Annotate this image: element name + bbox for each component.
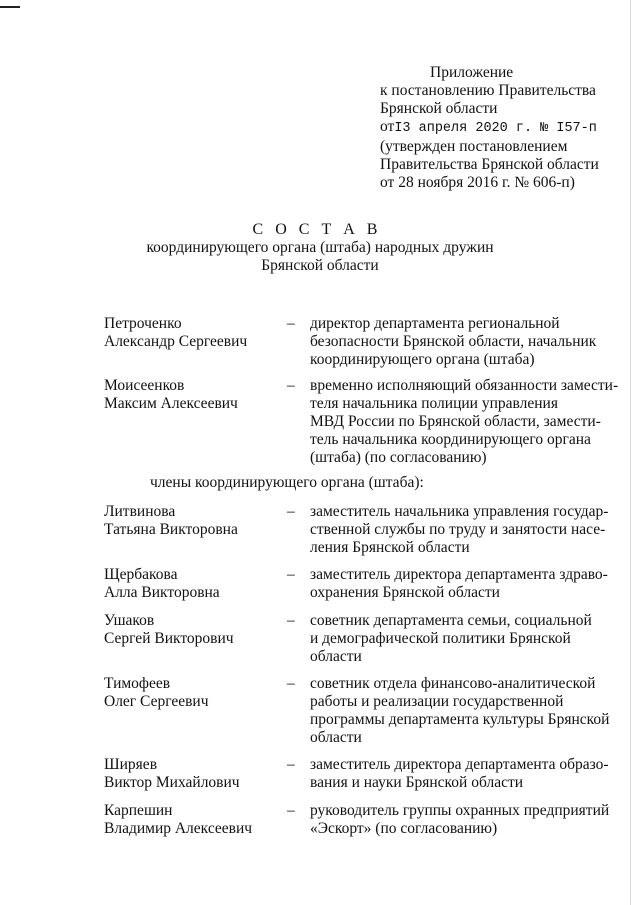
person-name-block [104,503,284,539]
appendix-government-line: Правительства Брянской области [380,156,599,173]
entry-dash: – [287,756,295,773]
members-heading: члены координирующего органа (штаба): [150,474,424,491]
person-position [310,566,620,602]
document-title-block [0,220,640,275]
position-line: программы департамента культуры Брянской [310,711,610,728]
position-line: МВД России по Брянской области, замести- [310,413,601,430]
entry-dash: – [287,315,295,332]
position-line: руководитель группы охранных предприятий [310,802,610,819]
appendix-date-number: I3 апреля 2020 г. № I57-п [394,121,597,136]
position-line: (штаба) (по согласованию) [310,449,487,466]
person-surname: Петроченко [104,315,182,332]
appendix-region-line: Брянской области [380,100,498,117]
appendix-original-date-line: от 28 ноября 2016 г. № 606-п) [380,174,575,191]
person-name-block [104,612,284,648]
appendix-date-line [380,118,630,138]
person-position [310,503,620,557]
person-name-block [104,566,284,602]
position-line: охранения Брянской области [310,584,500,601]
person-surname: Ширяев [104,756,158,773]
entry-dash: – [287,612,295,629]
person-surname: Щербакова [104,566,178,583]
document-subtitle: координирующего органа (штаба) народных дружин [146,239,494,256]
person-given-names: Сергей Викторович [104,630,234,647]
document-subtitle-region: Брянской области [261,257,379,274]
position-line: советник департамента семьи, социальной [310,612,592,629]
position-line: заместитель директора департамента образо- [310,756,609,773]
scan-margin-mark [0,6,20,8]
position-line: временно исполняющий обязанности замести- [310,377,619,394]
person-position [310,377,620,467]
position-line: работы и реализации государственной [310,693,564,710]
position-line: ственной службы по труду и занятости насе- [310,521,606,538]
position-line: вания и науки Брянской области [310,774,524,791]
person-given-names: Александр Сергеевич [104,333,248,350]
person-position [310,756,620,792]
person-given-names: Алла Викторовна [104,584,220,601]
appendix-approved-line: (утвержден постановлением [380,138,568,155]
entry-dash: – [287,377,295,394]
entry-dash: – [287,675,295,692]
entry-dash: – [287,802,295,819]
person-name-block [104,675,284,711]
position-line: ления Брянской области [310,539,470,556]
person-surname: Тимофеев [104,675,171,692]
person-surname: Карпешин [104,802,173,819]
person-name-block [104,377,284,413]
position-line: тель начальника координирующего органа [310,431,591,448]
person-surname: Литвинова [104,503,176,520]
position-line: директор департамента региональной [310,315,560,332]
person-surname: Ушаков [104,612,155,629]
position-line: координирующего органа (штаба) [310,351,535,368]
document-title: С О С Т А В [252,221,382,238]
entry-dash: – [287,566,295,583]
position-line: теля начальника полиции управления [310,395,558,412]
appendix-block [380,64,630,192]
person-given-names: Татьяна Викторовна [104,521,238,538]
person-given-names: Владимир Алексеевич [104,820,253,837]
person-surname: Моисеенков [104,377,185,394]
entry-dash: – [287,503,295,520]
position-line: и демографической политики Брянской [310,630,571,647]
position-line: заместитель начальника управления государ- [310,503,609,520]
appendix-ref-line: к постановлению Правительства [380,82,596,99]
position-line: области [310,648,362,665]
position-line: безопасности Брянской области, начальник [310,333,597,350]
person-position [310,675,620,747]
appendix-date-prefix: от [380,118,395,135]
person-given-names: Максим Алексеевич [104,395,238,412]
person-position [310,315,620,369]
position-line: заместитель директора департамента здраво- [310,566,608,583]
appendix-title: Приложение [430,64,514,81]
person-position [310,612,620,666]
position-line: советник отдела финансово-аналитической [310,675,596,692]
position-line: «Эскорт» (по согласованию) [310,820,498,837]
person-name-block [104,315,284,351]
scan-page-edge [630,0,631,905]
person-given-names: Виктор Михайлович [104,774,240,791]
person-position [310,802,620,838]
person-name-block [104,756,284,792]
person-given-names: Олег Сергеевич [104,693,209,710]
position-line: области [310,729,362,746]
person-name-block [104,802,284,838]
